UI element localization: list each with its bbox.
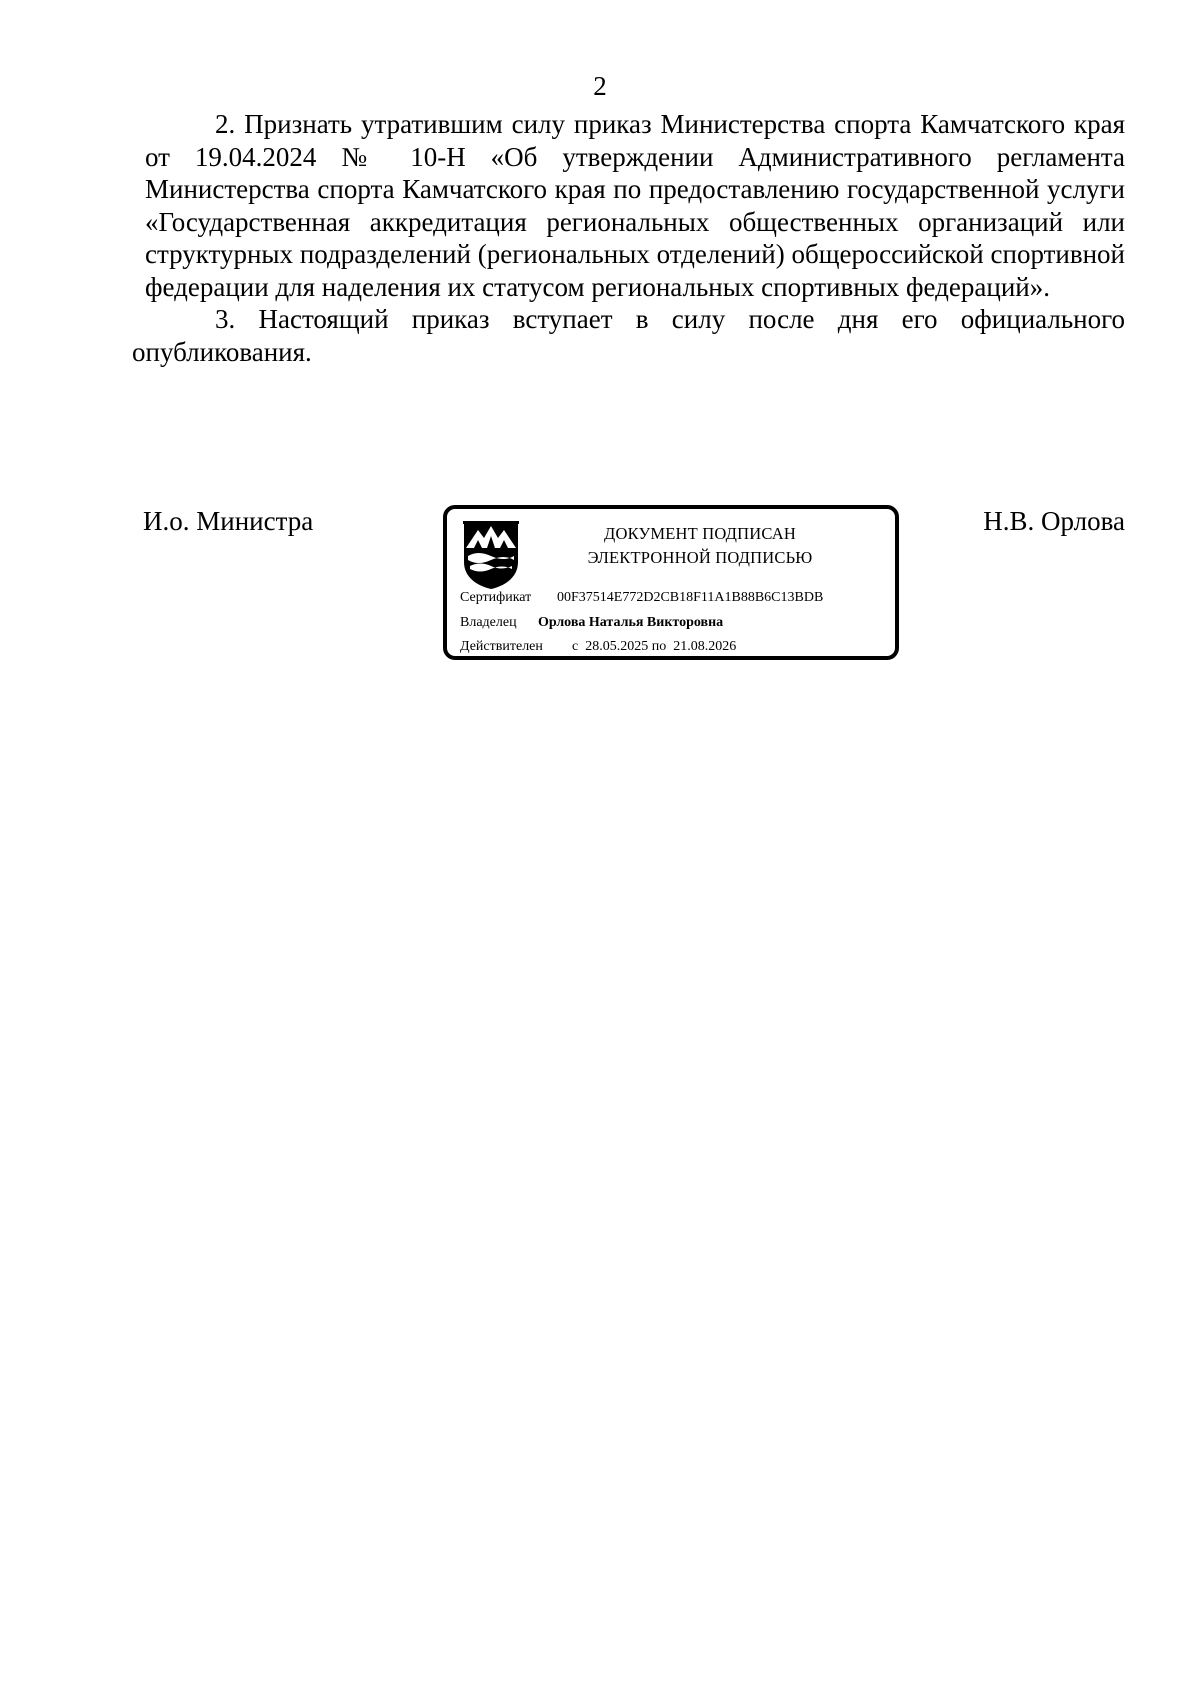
owner-row (460, 614, 723, 632)
owner-label: Владелец (460, 615, 517, 630)
validity-value: с 28.05.2025 по 21.08.2026 (572, 639, 737, 654)
stamp-title (557, 522, 843, 570)
certificate-row (460, 589, 823, 607)
paragraph-item-3: 3. Настоящий приказ вступает в силу после дня его официального опубликования. (132, 304, 1125, 367)
stamp-title-line-2: ЭЛЕКТРОННОЙ ПОДПИСЬЮ (587, 548, 813, 567)
signatory-name: Н.В. Орлова (983, 506, 1125, 536)
signatory-position: И.о. Министра (143, 506, 314, 536)
stamp-title-line-1: ДОКУМЕНТ ПОДПИСАН (604, 524, 796, 543)
document-body (132, 108, 1125, 368)
certificate-value: 00F37514E772D2CB18F11A1B88B6C13BDB (557, 590, 824, 605)
kamchatka-coat-of-arms-icon (460, 518, 522, 590)
certificate-label: Сертификат (460, 590, 532, 605)
page-number: 2 (593, 71, 607, 101)
electronic-signature-stamp (443, 505, 899, 660)
validity-row (460, 638, 736, 656)
validity-label: Действителен (460, 639, 543, 654)
paragraph-item-2: 2. Признать утратившим силу приказ Министерства спорта Камчатского края от 19.04.2024 № 10-Н «Об утверждении Административного регламента Министерства спорта Камчатского края по предоставлению государственной услуги «Государственная аккредитация региональных общественных организаций или структурных подразделений (региональных отделений) общероссийской спортивной федерации для наделения их статусом региональных спортивных федераций». (145, 109, 1125, 302)
owner-value: Орлова Наталья Викторовна (538, 615, 724, 630)
